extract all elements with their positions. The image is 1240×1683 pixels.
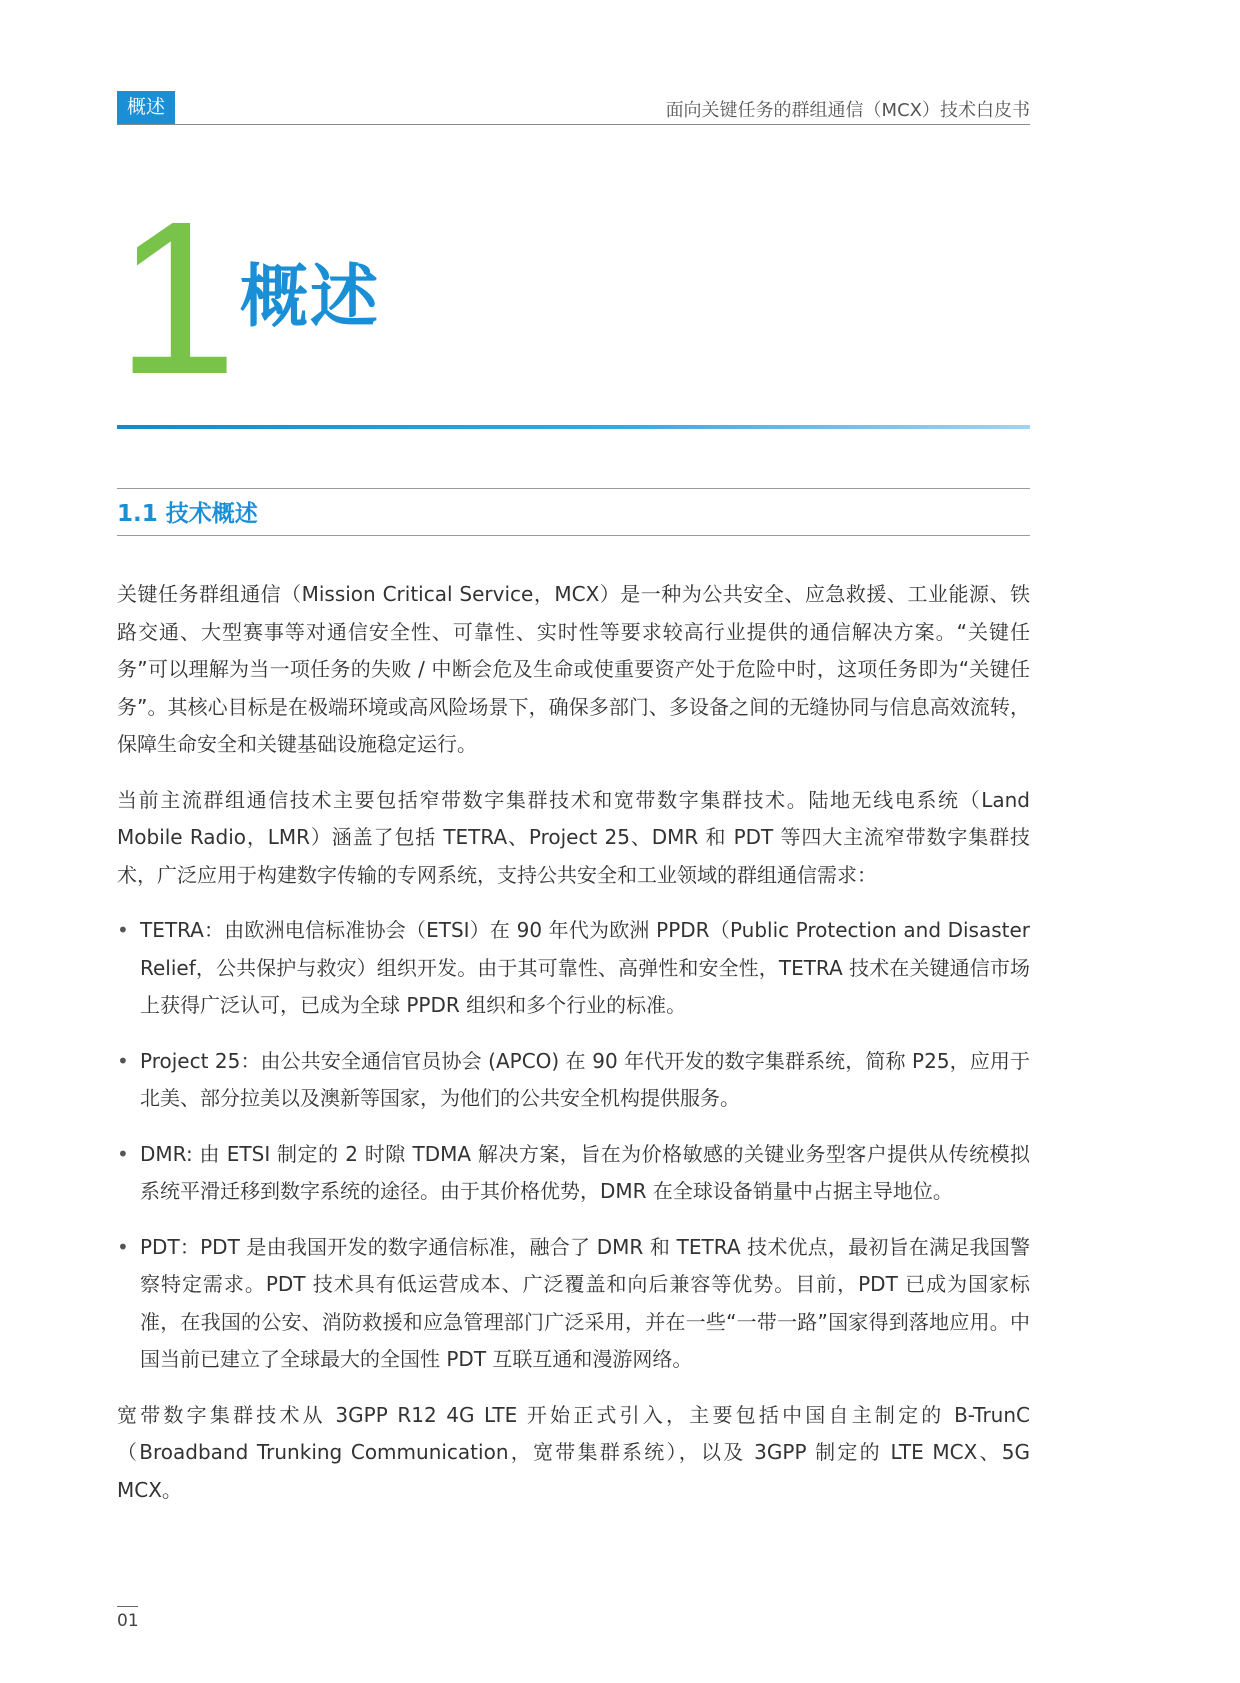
list-item-p25 <box>117 1043 1030 1118</box>
section-rule-top <box>117 488 1030 489</box>
header-document-title: 面向关键任务的群组通信（MCX）技术白皮书 <box>665 100 1030 121</box>
list-item-tetra <box>117 912 1030 1025</box>
chapter-title: 概述 <box>240 258 381 337</box>
list-item-dmr <box>117 1136 1030 1211</box>
chapter-divider <box>117 425 1030 429</box>
body-content <box>117 576 1030 1527</box>
section-title: 1.1 技术概述 <box>117 501 258 527</box>
paragraph-narrowband: 当前主流群组通信技术主要包括窄带数字集群技术和宽带数字集群技术。陆地无线电系统（Land Mobile Radio，LMR）涵盖了包括 TETRA、Project 25、DMR 和 PDT 等四大主流窄带数字集群技术，广泛应用于构建数字传输的专网系统，支持公共安全和工业领域的群组通信需求： <box>117 787 1030 887</box>
list-item-text: Project 25：由公共安全通信官员协会 (APCO) 在 90 年代开发的数字集群系统，简称 P25，应用于北美、部分拉美以及澳新等国家，为他们的公共安全机构提供服务。 <box>140 1048 1030 1110</box>
list-item-pdt <box>117 1229 1030 1379</box>
header-section-tag: 概述 <box>117 91 175 124</box>
chapter-number: 1 <box>116 177 238 420</box>
bullet-icon: • <box>117 1234 129 1259</box>
bullet-icon: • <box>117 918 129 942</box>
paragraph-broadband: 宽带数字集群技术从 3GPP R12 4G LTE 开始正式引入，主要包括中国自主制定的 B-TrunC（Broadband Trunking Communication，宽带集群系统），以及 3GPP 制定的 LTE MCX、5G MCX。 <box>117 1402 1030 1502</box>
section-rule-bottom <box>117 535 1030 536</box>
paragraph-intro: 关键任务群组通信（Mission Critical Service，MCX）是一种为公共安全、应急救援、工业能源、铁路交通、大型赛事等对通信安全性、可靠性、实时性等要求较高行业提供的通信解决方案。“关键任务”可以理解为当一项任务的失败 / 中断会危及生命或使重要资产处于危险中时，这项任务即为“关键任务”。其核心目标是在极端环境或高风险场景下，确保多部门、多设备之间的无缝协同与信息高效流转，保障生命安全和关键基础设施稳定运行。 <box>117 582 1030 756</box>
list-item-text: DMR: 由 ETSI 制定的 2 时隙 TDMA 解决方案，旨在为价格敏感的关键业务型客户提供从传统模拟系统平滑迁移到数字系统的途径。由于其价格优势，DMR 在全球设备销量中占据主导地位。 <box>140 1141 1030 1203</box>
list-item-text: TETRA：由欧洲电信标准协会（ETSI）在 90 年代为欧洲 PPDR（Public Protection and Disaster Relief，公共保护与救灾）组织开发。由于其可靠性、高弹性和安全性，TETRA 技术在关键通信市场上获得广泛认可，已成为全球 PPDR 组织和多个行业的标准。 <box>140 918 1030 1017</box>
technology-list <box>117 912 1030 1379</box>
footer-divider <box>117 1606 138 1607</box>
page-number: 01 <box>117 1611 139 1631</box>
bullet-icon: • <box>117 1048 129 1073</box>
list-item-text: PDT：PDT 是由我国开发的数字通信标准，融合了 DMR 和 TETRA 技术优点，最初旨在满足我国警察特定需求。PDT 技术具有低运营成本、广泛覆盖和向后兼容等优势。目前，PDT 已成为国家标准，在我国的公安、消防救援和应急管理部门广泛采用，并在一些“一带一路”国家得到落地应用。中国当前已建立了全球最大的全国性 PDT 互联互通和漫游网络。 <box>140 1234 1030 1371</box>
bullet-icon: • <box>117 1141 129 1166</box>
header-divider <box>117 124 1030 125</box>
